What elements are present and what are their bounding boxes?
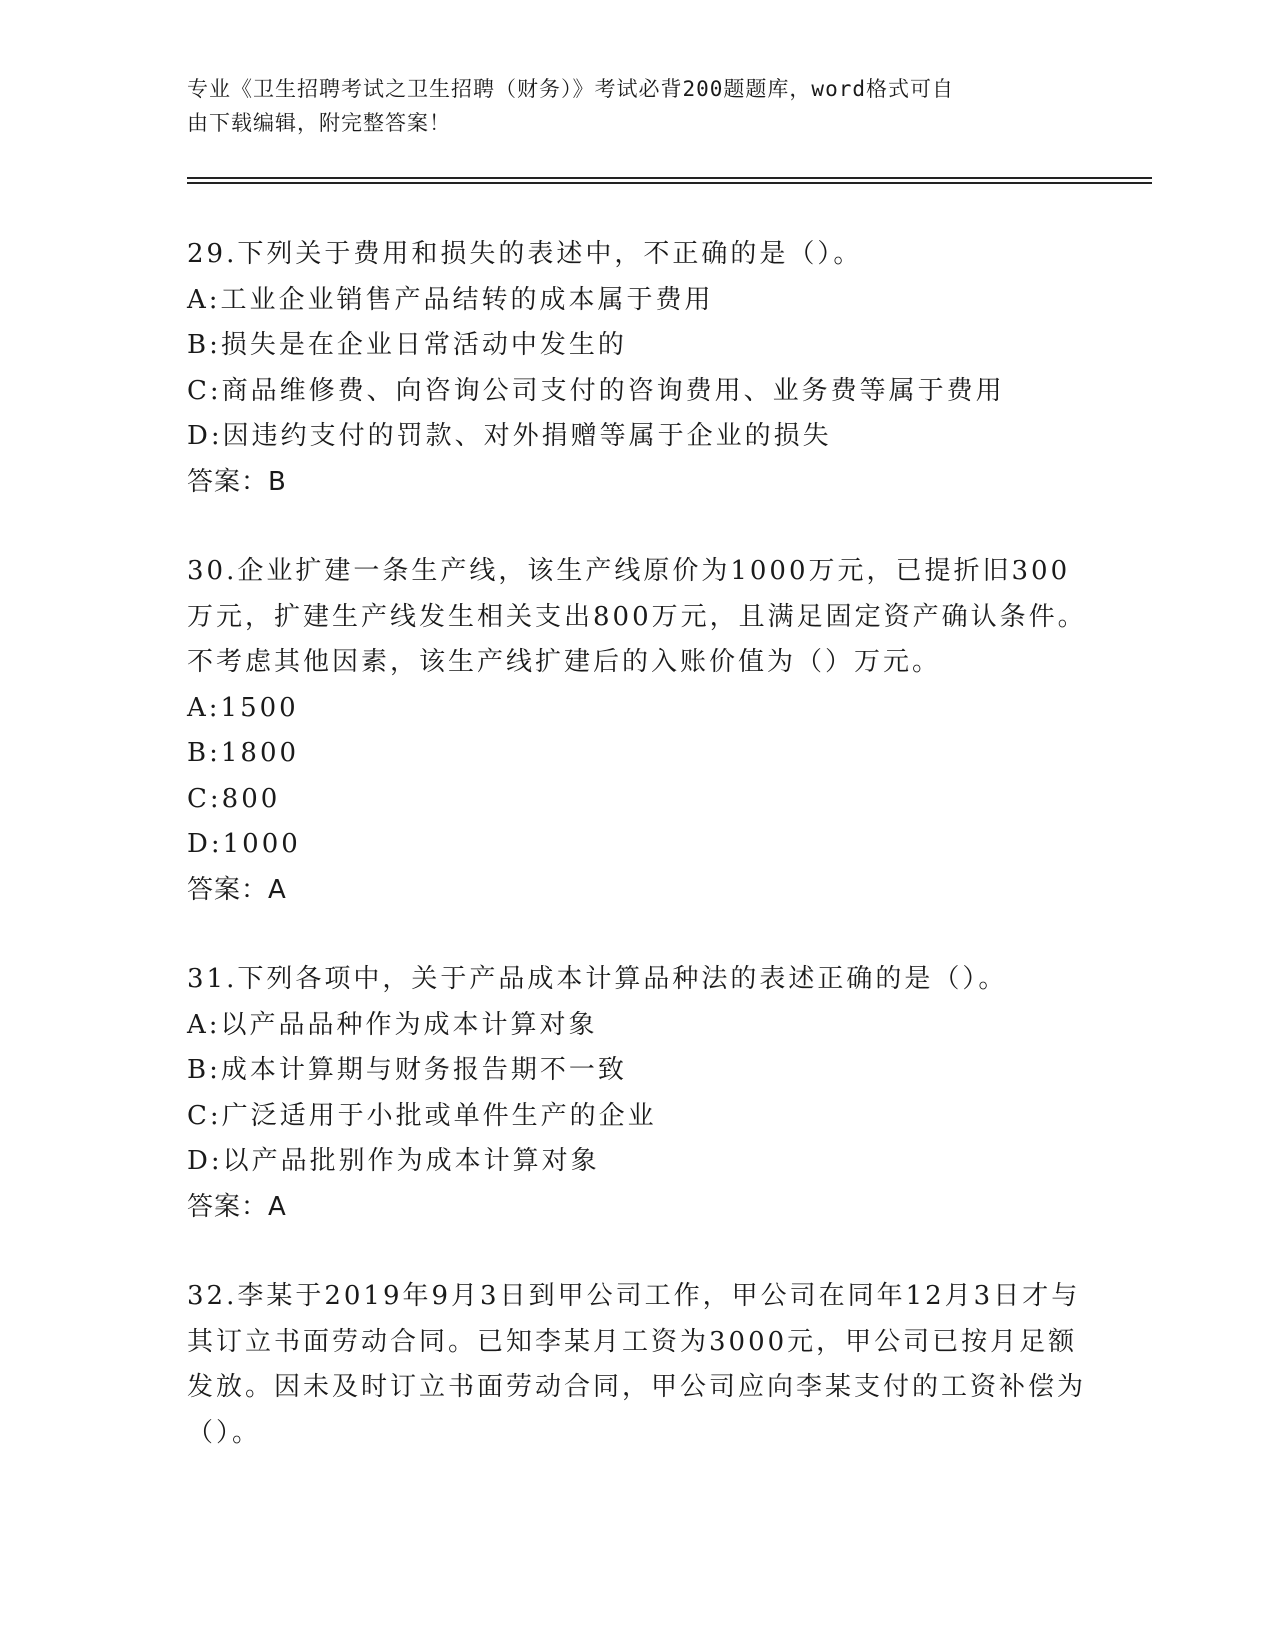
question-list	[187, 232, 1087, 1500]
header-line-2: 由下载编辑，附完整答案！	[187, 111, 451, 135]
question-29	[187, 232, 1087, 505]
option-b: B:1800	[187, 738, 300, 768]
option-b: B:损失是在企业日常活动中发生的	[187, 330, 627, 360]
option-a: A:工业企业销售产品结转的成本属于费用	[187, 284, 714, 315]
option-a: A:1500	[187, 692, 299, 723]
answer-text: 答案：B	[187, 466, 287, 497]
option-c: C:广泛适用于小批或单件生产的企业	[187, 1100, 657, 1131]
answer-text: 答案：A	[187, 874, 287, 905]
question-stem: 30.企业扩建一条生产线，该生产线原价为1000万元，已提折旧300万元，扩建生产线发生相关支出800万元，且满足固定资产确认条件。不考虑其他因素，该生产线扩建后的入账价值为（）万元。	[187, 556, 1087, 677]
option-d: D:1000	[187, 829, 301, 859]
question-32	[187, 1274, 1087, 1456]
option-d: D:因违约支付的罚款、对外捐赠等属于企业的损失	[187, 421, 832, 451]
option-b: B:成本计算期与财务报告期不一致	[187, 1055, 627, 1085]
question-31	[187, 957, 1087, 1230]
option-d: D:以产品批别作为成本计算对象	[187, 1146, 600, 1176]
answer-text: 答案：A	[187, 1191, 287, 1222]
option-c: C:商品维修费、向咨询公司支付的咨询费用、业务费等属于费用	[187, 375, 1005, 406]
header-divider-top	[187, 177, 1152, 179]
document-header	[187, 72, 1067, 140]
question-stem: 32.李某于2019年9月3日到甲公司工作，甲公司在同年12月3日才与其订立书面劳动合同。已知李某月工资为3000元，甲公司已按月足额发放。因未及时订立书面劳动合同，甲公司应向李某支付的工资补偿为（）。	[187, 1281, 1087, 1448]
option-c: C:800	[187, 783, 281, 814]
header-line-1: 专业《卫生招聘考试之卫生招聘（财务）》考试必背200题题库，word格式可自	[187, 77, 954, 101]
question-30	[187, 549, 1087, 913]
question-stem: 31.下列各项中，关于产品成本计算品种法的表述正确的是（）。	[187, 964, 1008, 994]
question-stem: 29.下列关于费用和损失的表述中，不正确的是（）。	[187, 239, 863, 269]
header-divider-bottom	[187, 182, 1152, 184]
option-a: A:以产品品种作为成本计算对象	[187, 1009, 598, 1040]
